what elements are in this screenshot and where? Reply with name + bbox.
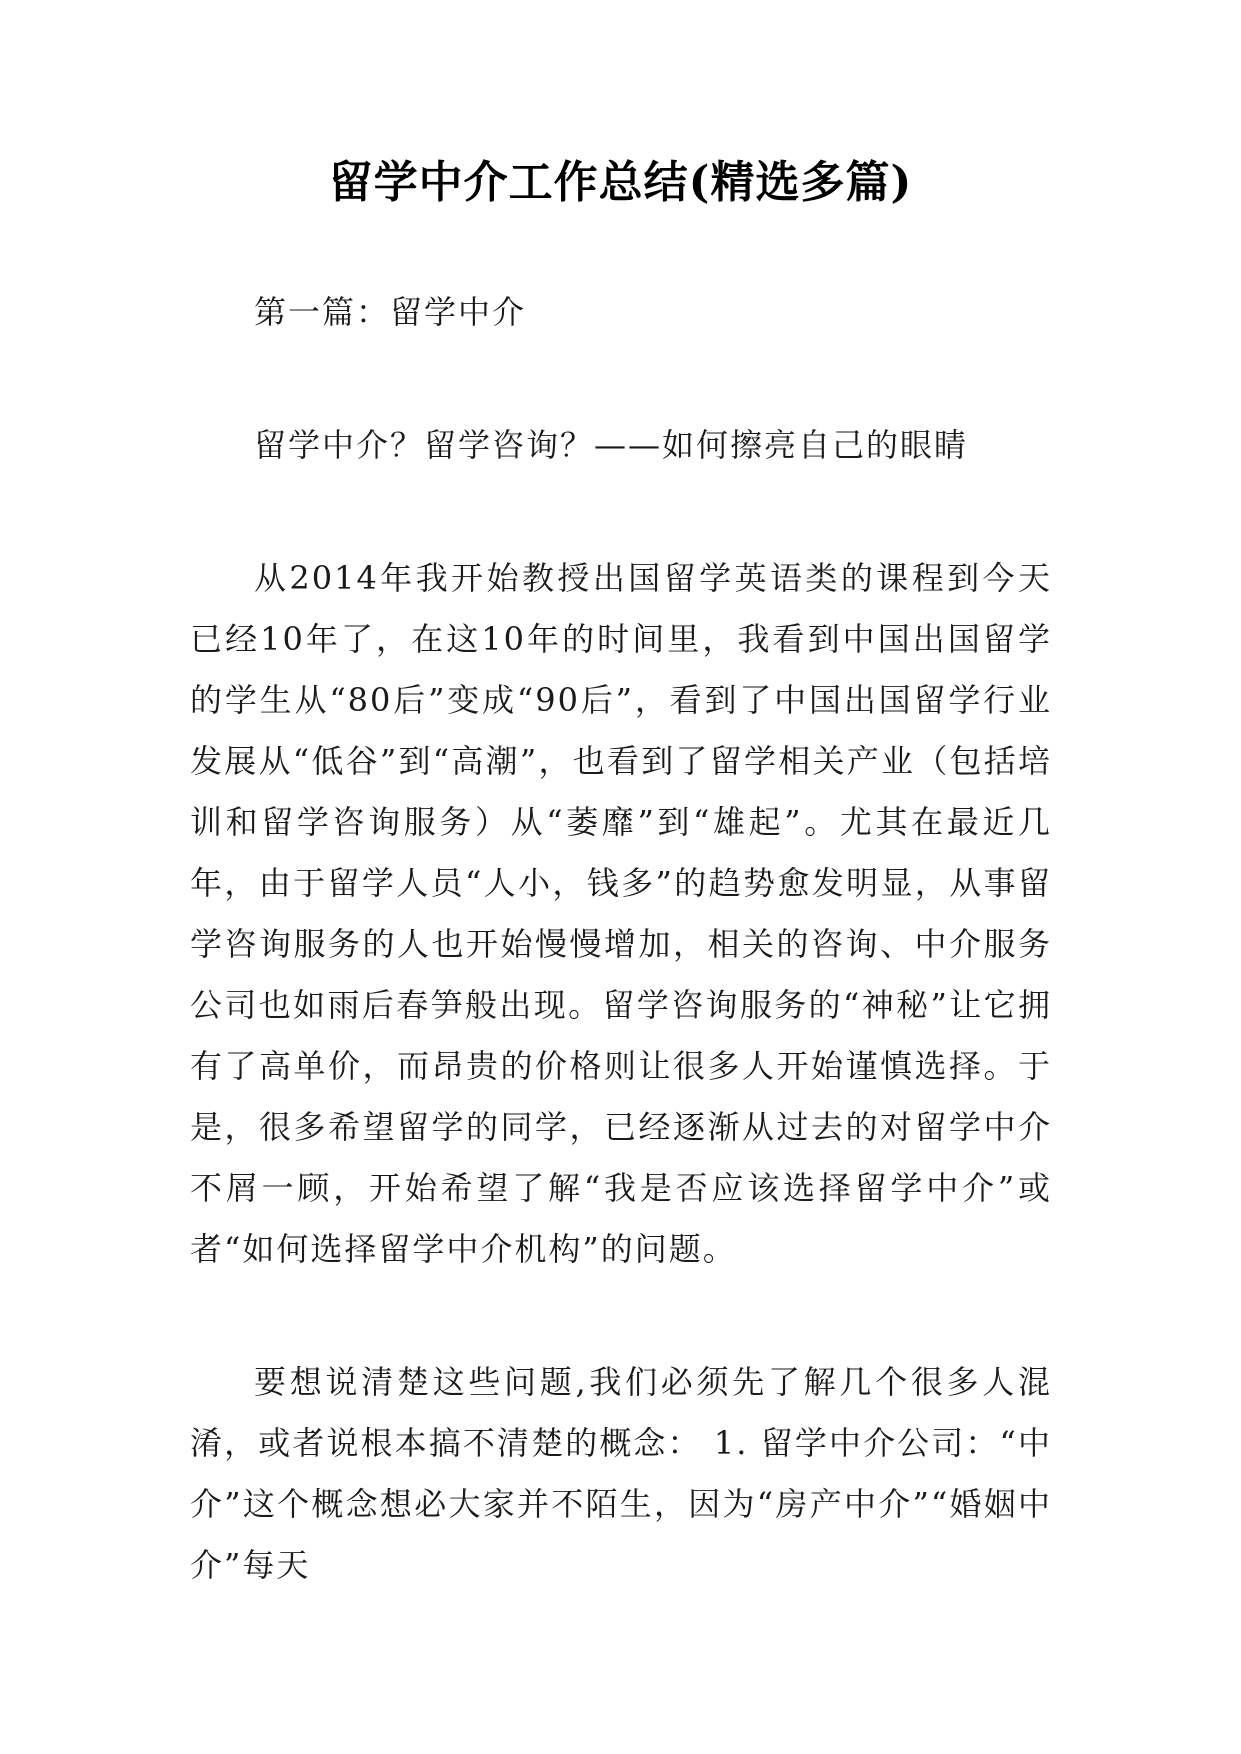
body-paragraph: 从2014年我开始教授出国留学英语类的课程到今天已经10年了，在这10年的时间里，我看到中国出国留学的学生从“80后”变成“90后”，看到了中国出国留学行业发展从“低谷”到“高潮”，也看到了留学相关产业（包括培训和留学咨询服务）从“萎靡”到“雄起”。尤其在最近几年，由于留学人员“人小，钱多”的趋势愈发明显，从事留学咨询服务的人也开始慢慢增加，相关的咨询、中介服务公司也如雨后春笋般出现。留学咨询服务的“神秘”让它拥有了高单价，而昂贵的价格则让很多人开始谨慎选择。于是，很多希望留学的同学，已经逐渐从过去的对留学中介不屑一顾，开始希望了解“我是否应该选择留学中介”或者“如何选择留学中介机构”的问题。 (190, 559, 1052, 1268)
document-body (190, 282, 1052, 1596)
section-heading: 第一篇：留学中介 (254, 293, 527, 331)
body-paragraph: 要想说清楚这些问题,我们必须先了解几个很多人混淆，或者说根本搞不清楚的概念： 1. 留学中介公司：“中介”这个概念想必大家并不陌生，因为“房产中介”“婚姻中介”每天 (190, 1363, 1052, 1584)
section-subheading: 留学中介？留学咨询？——如何擦亮自己的眼睛 (254, 426, 969, 464)
document-title: 留学中介工作总结(精选多篇) (328, 157, 913, 208)
